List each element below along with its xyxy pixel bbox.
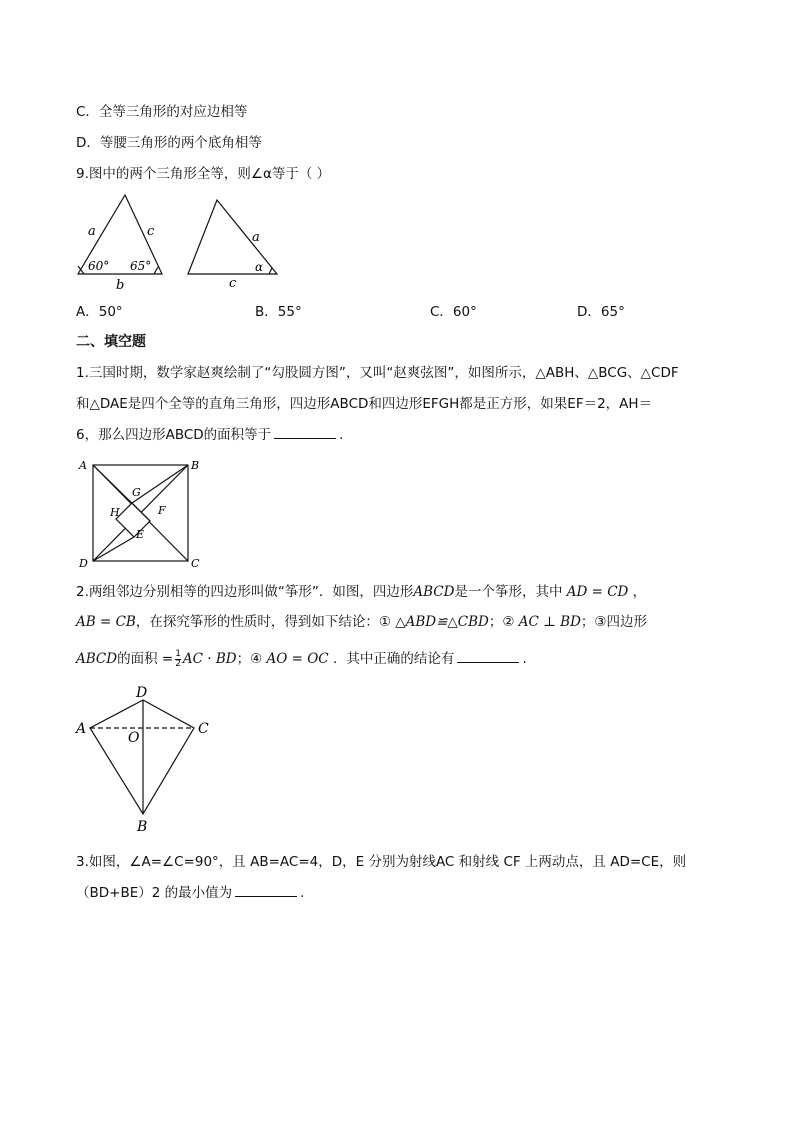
kite-label-O: O [128, 730, 140, 746]
fill1-line1: 1.三国时期，数学家赵爽绘制了“勾股圆方图”，又叫“赵爽弦图”，如图所示，△ABH、△BCG、△CDF [76, 365, 679, 381]
label-C: C [191, 557, 200, 570]
fill3-line1: 3.如图，∠A=∠C=90°，且 AB=AC=4，D，E 分别为射线AC 和射线 CF 上两动点，且 AD=CE，则 [76, 854, 687, 870]
fraction-one-half [175, 650, 181, 669]
frac-den: 2 [175, 658, 181, 669]
fill2-math-ac-bd: AC · BD [182, 651, 237, 667]
fill2-text-c: ， [632, 584, 647, 600]
fill2-text-h: ；④ [236, 651, 263, 667]
left-angle-60: 60° [88, 259, 110, 273]
frac-num: 1 [175, 648, 181, 659]
fill2-math-ab-cb: AB = CB [76, 614, 136, 630]
answer-blank [235, 882, 297, 897]
section-title: 二、填空题 [76, 334, 146, 350]
fill3-text: （BD+BE）2 的最小值为 [76, 885, 233, 901]
zhao-shuang-figure [74, 456, 208, 570]
fill2-math-perp: AC ⊥ BD [518, 614, 581, 630]
fill1-line3-text: 6，那么四边形ABCD的面积等于 [76, 427, 272, 443]
fill1-line2: 和△DAE是四个全等的直角三角形，四边形ABCD和四边形EFGH都是正方形，如果EF＝2，AH＝ [76, 396, 653, 412]
fill2-math-abcd-2: ABCD [76, 651, 118, 667]
fill2-line1 [76, 582, 646, 602]
q9-option-b: B．55° [255, 304, 302, 320]
fill2-text-g: 的面积 = [117, 651, 174, 667]
fill2-math-ad-cd: AD = CD [566, 584, 629, 600]
option-d-text: D．等腰三角形的两个底角相等 [76, 135, 262, 151]
q9-option-d: D．65° [577, 304, 625, 320]
right-label-alpha: α [255, 260, 264, 274]
label-D: D [79, 557, 88, 570]
right-label-c: c [229, 276, 237, 291]
q9-option-c: C．60° [430, 304, 477, 320]
right-triangle [188, 200, 277, 274]
answer-blank [457, 648, 519, 663]
left-label-c: c [147, 224, 155, 239]
q9-triangles-figure [70, 190, 290, 292]
fill2-text-f: ；③四边形 [580, 614, 648, 630]
label-B: B [191, 459, 200, 472]
option-c-text: C．全等三角形的对应边相等 [76, 104, 248, 120]
fill2-line3 [76, 648, 527, 669]
kite-label-A: A [76, 721, 87, 737]
label-H: H [110, 506, 120, 519]
fill1-period: . [339, 427, 344, 443]
label-A: A [79, 459, 87, 472]
fill2-text-e: ；② [488, 614, 515, 630]
question-9-text: 9.图中的两个三角形全等，则∠α等于（ ） [76, 166, 331, 182]
fill2-text-i: ．其中正确的结论有 [332, 651, 455, 667]
kite-label-B: B [137, 819, 148, 835]
right-label-a: a [252, 230, 260, 245]
fill2-text-d: ，在探究筝形的性质时，得到如下结论：① [135, 614, 391, 630]
label-E: E [136, 528, 145, 541]
fill2-period: . [522, 651, 527, 667]
answer-blank [274, 424, 336, 439]
left-label-a: a [88, 224, 96, 239]
fill3-period: . [300, 885, 305, 901]
q9-option-a: A．50° [76, 304, 123, 320]
fill2-math-abcd: ABCD [413, 584, 455, 600]
kite-label-C: C [198, 721, 209, 737]
label-F: F [158, 504, 166, 517]
fill2-math-congruent: △ABD≌△CBD [395, 614, 489, 630]
fill2-line2 [76, 612, 647, 632]
fill2-text-a: 2.两组邻边分别相等的四边形叫做“筝形”．如图，四边形 [76, 584, 414, 600]
fill2-text-b: 是一个筝形，其中 [454, 584, 563, 600]
fill3-line2 [76, 882, 304, 903]
kite-figure [70, 684, 220, 836]
fill2-math-ao-oc: AO = OC [266, 651, 329, 667]
fill1-line3 [76, 424, 343, 445]
left-angle-65: 65° [130, 259, 152, 273]
kite-label-D: D [136, 685, 148, 701]
left-label-b: b [116, 278, 125, 292]
label-G: G [132, 486, 141, 499]
